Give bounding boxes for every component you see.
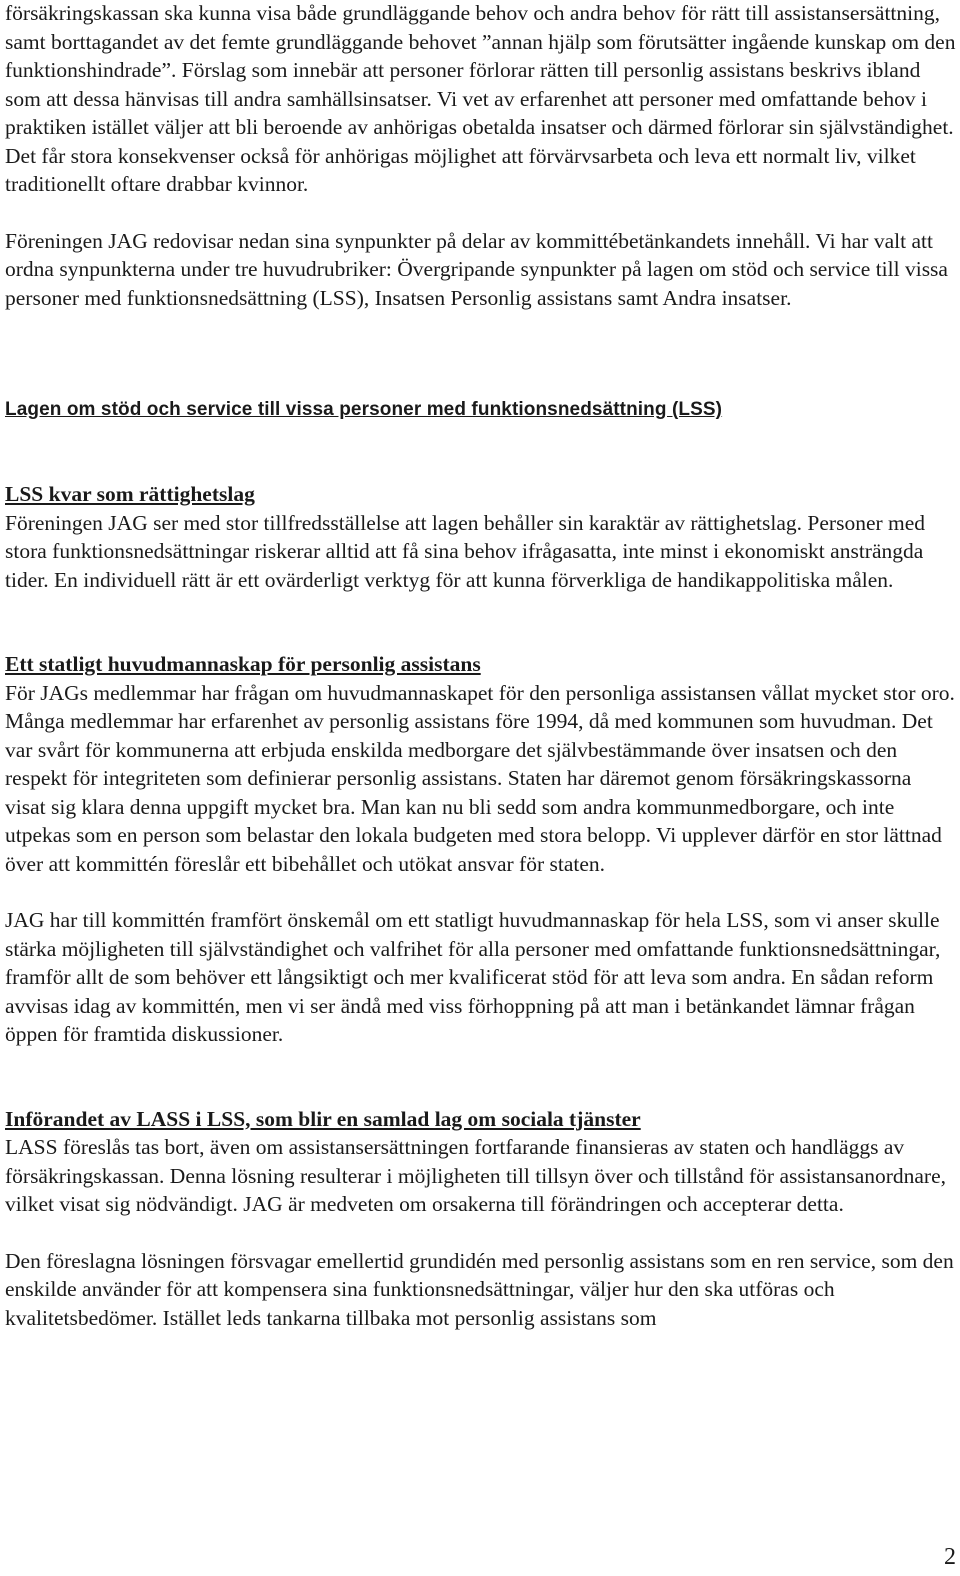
section-block-huvudmannaskap <box>5 650 957 1049</box>
body-paragraph: JAG har till kommittén framfört önskemål om ett statligt huvudmannaskap för hela LSS, som vi anser skulle stärka möjligheten till självständighet och valfrihet för alla personer med omfattande funktionsnedsättningar, framför allt de som behöver ett långsiktigt och mer kvalificerat stöd för att leva som andra. En sådan reform avvisas idag av kommittén, men vi ser ändå med viss förhoppning på att man i betänkandet lämnar frågan öppen för framtida diskussioner. <box>5 908 941 1046</box>
intro-paragraph-2: Föreningen JAG redovisar nedan sina synpunkter på delar av kommittébetänkandets innehåll. Vi har valt att ordna synpunkterna under tre huvudrubriker: Övergripande synpunkter på lagen om stöd och service till vissa personer med funktionsnedsättning (LSS), Insatsen Personlig assistans samt Andra insatser. <box>5 228 948 310</box>
subheading: Införandet av LASS i LSS, som blir en samlad lag om sociala tjänster <box>5 1106 641 1131</box>
subheading: LSS kvar som rättighetslag <box>5 482 255 506</box>
section-block-lss-rattighetslag <box>5 480 957 594</box>
subheading: Ett statligt huvudmannaskap för personlig assistans <box>5 652 481 676</box>
body-paragraph: Den föreslagna lösningen försvagar emellertid grundidén med personlig assistans som en ren service, som den enskilde använder för att kompensera sina funktionsnedsättningar, väljer hur den ska utföras och kvalitetsbedömer. Istället leds tankarna tillbaka mot personlig assistans som <box>5 1248 954 1330</box>
page-number: 2 <box>944 1544 956 1570</box>
body-paragraph: Föreningen JAG ser med stor tillfredsställelse att lagen behåller sin karaktär av rättighetslag. Personer med stora funktionsnedsättningar riskerar alltid att få sina behov ifrågasatta, inte minst i ekonomiskt ansträngda tider. En individuell rätt är ett ovärderligt verktyg för att kunna förverkliga de handikappolitiska målen. <box>5 510 926 592</box>
body-paragraph: LASS föreslås tas bort, även om assistansersättningen fortfarande finansieras av staten och handläggs av försäkringskassan. Denna lösning resulterar i möjligheten till tillsyn över och tillstånd för assistansanordnare, vilket visat sig nödvändigt. JAG är medveten om orsakerna till förändringen och accepterar detta. <box>5 1135 947 1216</box>
document-page <box>5 0 957 1332</box>
intro-paragraph-1: försäkringskassan ska kunna visa både grundläggande behov och andra behov för rätt till assistansersättning, samt borttagandet av det femte grundläggande behovet ”annan hjälp som förutsätter ingående kunskap om den funktionshindrade”. Förslag som innebär att personer förlorar rätten till personlig assistans beskrivs ibland som att dessa hänvisas till andra samhällsinsatser. Vi vet av erfarenhet att personer med omfattande behov i praktiken istället väljer att bli beroende av anhörigas obetalda insatser och därmed förlorar sin självständighet. Det får stora konsekvenser också för anhörigas möjlighet att förvärvsarbeta och leva ett normalt liv, vilket traditionellt oftare drabbar kvinnor. <box>5 1 956 196</box>
body-paragraph: För JAGs medlemmar har frågan om huvudmannaskapet för den personliga assistansen vållat mycket stor oro. Många medlemmar har erfarenhet av personlig assistans före 1994, då med kommunen som huvudman. Det var svårt för kommunerna att erbjuda enskilda medborgare det självbestämmande över insatsen och den respekt för integriteten som definierar personlig assistans. Staten har däremot genom försäkringskassorna visat sig klara denna uppgift mycket bra. Man kan nu bli sedd som andra kommunmedborgare, och inte utpekas som en person som belastar den lokala budgeten med stora belopp. Vi upplever därför en stor lättnad över att kommittén föreslår ett bibehållet och utökat ansvar för staten. <box>5 680 955 876</box>
section-block-lass-i-lss <box>5 1105 957 1333</box>
section-title: Lagen om stöd och service till vissa personer med funktionsnedsättning (LSS) <box>5 399 723 420</box>
